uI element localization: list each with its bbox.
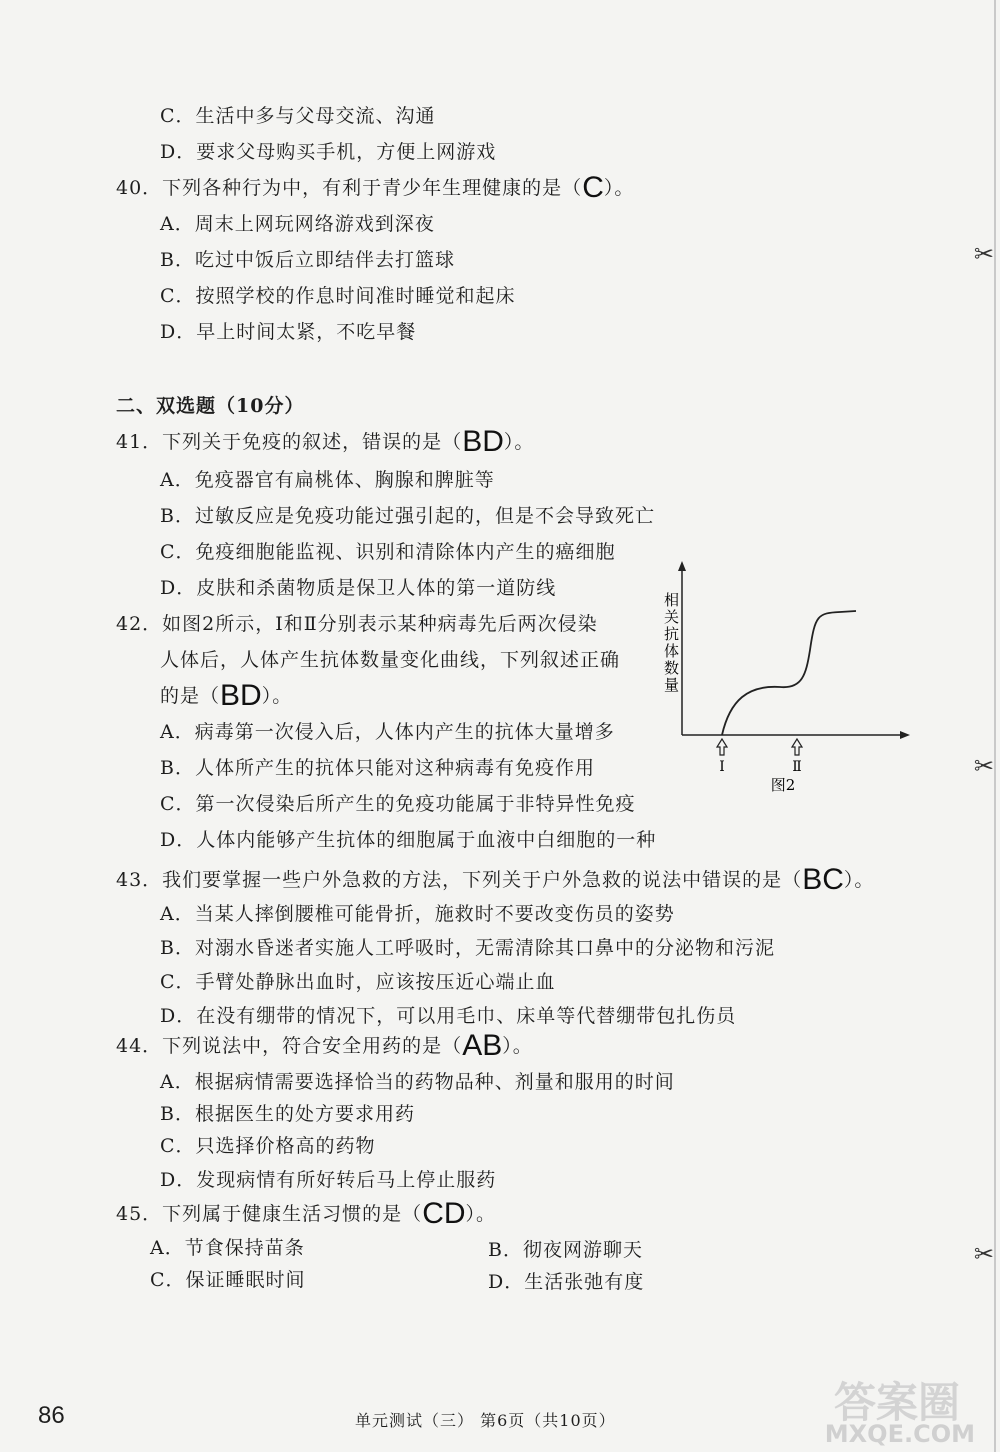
q40-answer: C (582, 171, 604, 204)
q40-stem-end: ）。 (603, 177, 635, 199)
q43-option-a: A．当某人摔倒腰椎可能骨折，施救时不要改变伤员的姿势 (160, 903, 675, 925)
figure-caption: 图2 (770, 776, 796, 794)
watermark-url: MXQE.COM (824, 1420, 975, 1448)
y-axis-label-char: 数 (664, 659, 680, 677)
x-axis-arrow (900, 731, 910, 739)
binding-edge (994, 0, 996, 1452)
q44-option-d: D．发现病情有所好转后马上停止服药 (160, 1169, 497, 1191)
q43-option-c: C．手臂处静脉出血时，应该按压近心端止血 (160, 971, 556, 993)
q44-stem-text: 44．下列说法中，符合安全用药的是（ (116, 1035, 463, 1057)
q45-stem-end: ）。 (465, 1203, 497, 1225)
q41-option-a: A．免疫器官有扁桃体、胸腺和脾脏等 (160, 469, 495, 491)
q40-option-c: C．按照学校的作息时间准时睡觉和起床 (160, 285, 516, 307)
q45-answer: CD (422, 1197, 466, 1230)
y-axis-label-char: 量 (664, 676, 680, 694)
q42-stem-line2: 人体后，人体产生抗体数量变化曲线，下列叙述正确 (160, 649, 621, 671)
q42-stem-line1: 42．如图2所示，Ⅰ和Ⅱ分别表示某种病毒先后两次侵染 (116, 613, 598, 635)
q43-answer: BC (802, 863, 844, 896)
q40-stem (116, 171, 635, 204)
q40-option-a: A．周末上网玩网络游戏到深夜 (160, 213, 435, 235)
q41-stem-text: 41．下列关于免疫的叙述，错误的是（ (116, 431, 463, 453)
page-number: 86 (38, 1402, 65, 1429)
y-axis-label (664, 591, 679, 694)
scissors-icon: ✂ (973, 752, 994, 780)
q41-stem-end: ）。 (503, 431, 535, 453)
q44-option-b: B．根据医生的处方要求用药 (160, 1103, 415, 1125)
q42-answer: BD (220, 679, 262, 712)
q42-stem-end: ）。 (261, 685, 293, 707)
y-axis-label-char: 关 (664, 608, 680, 626)
q45-stem-text: 45．下列属于健康生活习惯的是（ (116, 1203, 423, 1225)
mark-1-label: Ⅰ (719, 759, 725, 775)
q44-option-a: A．根据病情需要选择恰当的药物品种、剂量和服用的时间 (160, 1071, 675, 1093)
q39-option-d: D．要求父母购买手机，方便上网游戏 (160, 141, 497, 163)
q41-option-d: D．皮肤和杀菌物质是保卫人体的第一道防线 (160, 577, 557, 599)
q43-stem-end: ）。 (843, 869, 875, 891)
figure-2-antibody-curve (640, 555, 930, 805)
q42-stem-line3 (160, 679, 293, 712)
q44-stem-end: ）。 (502, 1035, 533, 1057)
q42-option-c: C．第一次侵染后所产生的免疫功能属于非特异性免疫 (160, 793, 636, 815)
q42-stem-text: 的是（ (160, 685, 221, 707)
antibody-curve (722, 611, 856, 735)
q41-stem (116, 425, 535, 458)
q39-option-c: C．生活中多与父母交流、沟通 (160, 105, 436, 127)
y-axis-label-char: 相 (664, 591, 680, 609)
y-axis-label-char: 抗 (664, 625, 680, 643)
q44-answer: AB (462, 1029, 503, 1062)
q41-answer: BD (462, 425, 504, 458)
q42-option-b: B．人体所产生的抗体只能对这种病毒有免疫作用 (160, 757, 595, 779)
q44-stem (116, 1029, 533, 1062)
scissors-icon: ✂ (973, 1240, 994, 1268)
q45-option-c: C．保证睡眠时间 (150, 1269, 306, 1291)
section-heading: 二、双选题（10分） (116, 395, 305, 417)
q44-option-c: C．只选择价格高的药物 (160, 1135, 376, 1157)
scissors-icon: ✂ (973, 240, 994, 268)
q40-option-b: B．吃过中饭后立即结伴去打篮球 (160, 249, 455, 271)
page-footer: 单元测试（三） 第6页（共10页） (355, 1411, 616, 1430)
q40-option-d: D．早上时间太紧，不吃早餐 (160, 321, 417, 343)
q43-stem (116, 863, 875, 896)
q45-option-d: D．生活张弛有度 (488, 1271, 645, 1293)
q43-stem-text: 43．我们要掌握一些户外急救的方法，下列关于户外急救的说法中错误的是（ (116, 869, 803, 891)
q45-stem (116, 1197, 497, 1230)
mark-2-label: Ⅱ (792, 759, 802, 775)
q41-option-c: C．免疫细胞能监视、识别和清除体内产生的癌细胞 (160, 541, 616, 563)
arrow-mark-2 (792, 739, 802, 755)
q43-option-d: D．在没有绷带的情况下，可以用毛巾、床单等代替绷带包扎伤员 (160, 1005, 737, 1027)
watermark-logo: 答案圈 (833, 1378, 960, 1427)
q41-option-b: B．过敏反应是免疫功能过强引起的，但是不会导致死亡 (160, 505, 655, 527)
q45-option-a: A．节食保持苗条 (150, 1237, 305, 1259)
q42-option-a: A．病毒第一次侵入后，人体内产生的抗体大量增多 (160, 721, 615, 743)
y-axis-arrow (678, 561, 686, 571)
q42-option-d: D．人体内能够产生抗体的细胞属于血液中白细胞的一种 (160, 829, 657, 851)
q43-option-b: B．对溺水昏迷者实施人工呼吸时，无需清除其口鼻中的分泌物和污泥 (160, 937, 775, 959)
y-axis-label-char: 体 (664, 642, 680, 660)
arrow-mark-1 (717, 739, 727, 755)
q40-stem-text: 40．下列各种行为中，有利于青少年生理健康的是（ (116, 177, 583, 199)
q45-option-b: B．彻夜网游聊天 (488, 1239, 643, 1261)
